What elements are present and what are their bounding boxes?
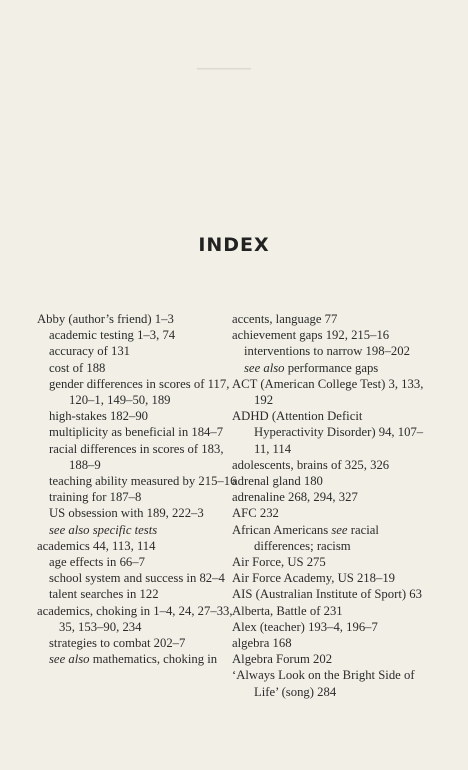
cross-reference: see also specific tests [49, 522, 158, 537]
index-entry: academics 44, 113, 114 [37, 538, 156, 553]
index-subentry: talent searches in 122 [49, 587, 159, 602]
index-subentry [37, 651, 237, 667]
index-entry [232, 522, 432, 554]
index-subentry [37, 522, 237, 538]
cross-reference: see [331, 522, 348, 537]
index-subentry: multiplicity as beneficial in 184–7 [49, 425, 224, 440]
page-title: INDEX [198, 234, 270, 256]
index-subentry: cost of 188 [49, 360, 106, 375]
index-subentry: accuracy of 131 [49, 344, 131, 359]
index-entry: ADHD (Attention Deficit Hyperactivity Disorder) 94, 107–11, 114 [232, 409, 424, 456]
index-entry: AFC 232 [232, 506, 279, 521]
index-entry: Air Force, US 275 [232, 555, 326, 570]
index-entry: Abby (author’s friend) 1–3 [37, 312, 174, 326]
entry-text: mathematics, choking in [89, 652, 218, 667]
index-entry: adrenal gland 180 [232, 474, 323, 489]
index-entry: ACT (American College Test) 3, 133, 192 [232, 376, 424, 408]
index-entry: Alberta, Battle of 231 [232, 603, 343, 618]
index-subentry: school system and success in 82–4 [49, 571, 225, 586]
index-entry: algebra 168 [232, 636, 292, 651]
index-subentry: gender differences in scores of 117, 120–1, 149–50, 189 [49, 376, 230, 408]
index-subentry: age effects in 66–7 [49, 555, 145, 570]
index-subentry: high-stakes 182–90 [49, 409, 149, 424]
index-subentry [232, 360, 432, 376]
index-subentry: academic testing 1–3, 74 [49, 328, 176, 343]
index-subentry: interventions to narrow 198–202 [244, 344, 410, 359]
entry-text: performance gaps [284, 360, 379, 375]
index-subentry: teaching ability measured by 215–16 [49, 474, 237, 489]
index-entry: Air Force Academy, US 218–19 [232, 571, 396, 586]
cross-reference: see also [244, 360, 285, 375]
cross-reference: see also [49, 652, 90, 667]
index-entry: ‘Always Look on the Bright Side of Life’ (song) 284 [232, 668, 415, 699]
index-entry: adolescents, brains of 325, 326 [232, 457, 390, 472]
index-entry: AIS (Australian Institute of Sport) 63 [232, 587, 422, 602]
index-subentry: racial differences in scores of 183, 188–9 [49, 441, 224, 472]
index-subentry: US obsession with 189, 222–3 [49, 506, 204, 521]
index-entry: adrenaline 268, 294, 327 [232, 490, 358, 505]
index-column-right [232, 311, 432, 700]
entry-text: racial differences; racism [254, 522, 379, 553]
index-column-left [37, 311, 237, 667]
index-entry: achievement gaps 192, 215–16 [232, 328, 390, 343]
index-entry: academics, choking in 1–4, 24, 27–33, 35, 153–90, 234 [37, 603, 233, 634]
index-entry: Alex (teacher) 193–4, 196–7 [232, 619, 378, 634]
show-through-text: ▁▁▁▁▁▁▁ [197, 59, 251, 70]
index-subentry: training for 187–8 [49, 490, 142, 505]
index-entry: Algebra Forum 202 [232, 652, 333, 667]
index-subentry: strategies to combat 202–7 [49, 636, 186, 651]
index-entry: accents, language 77 [232, 312, 338, 326]
entry-text: African Americans [232, 522, 332, 537]
